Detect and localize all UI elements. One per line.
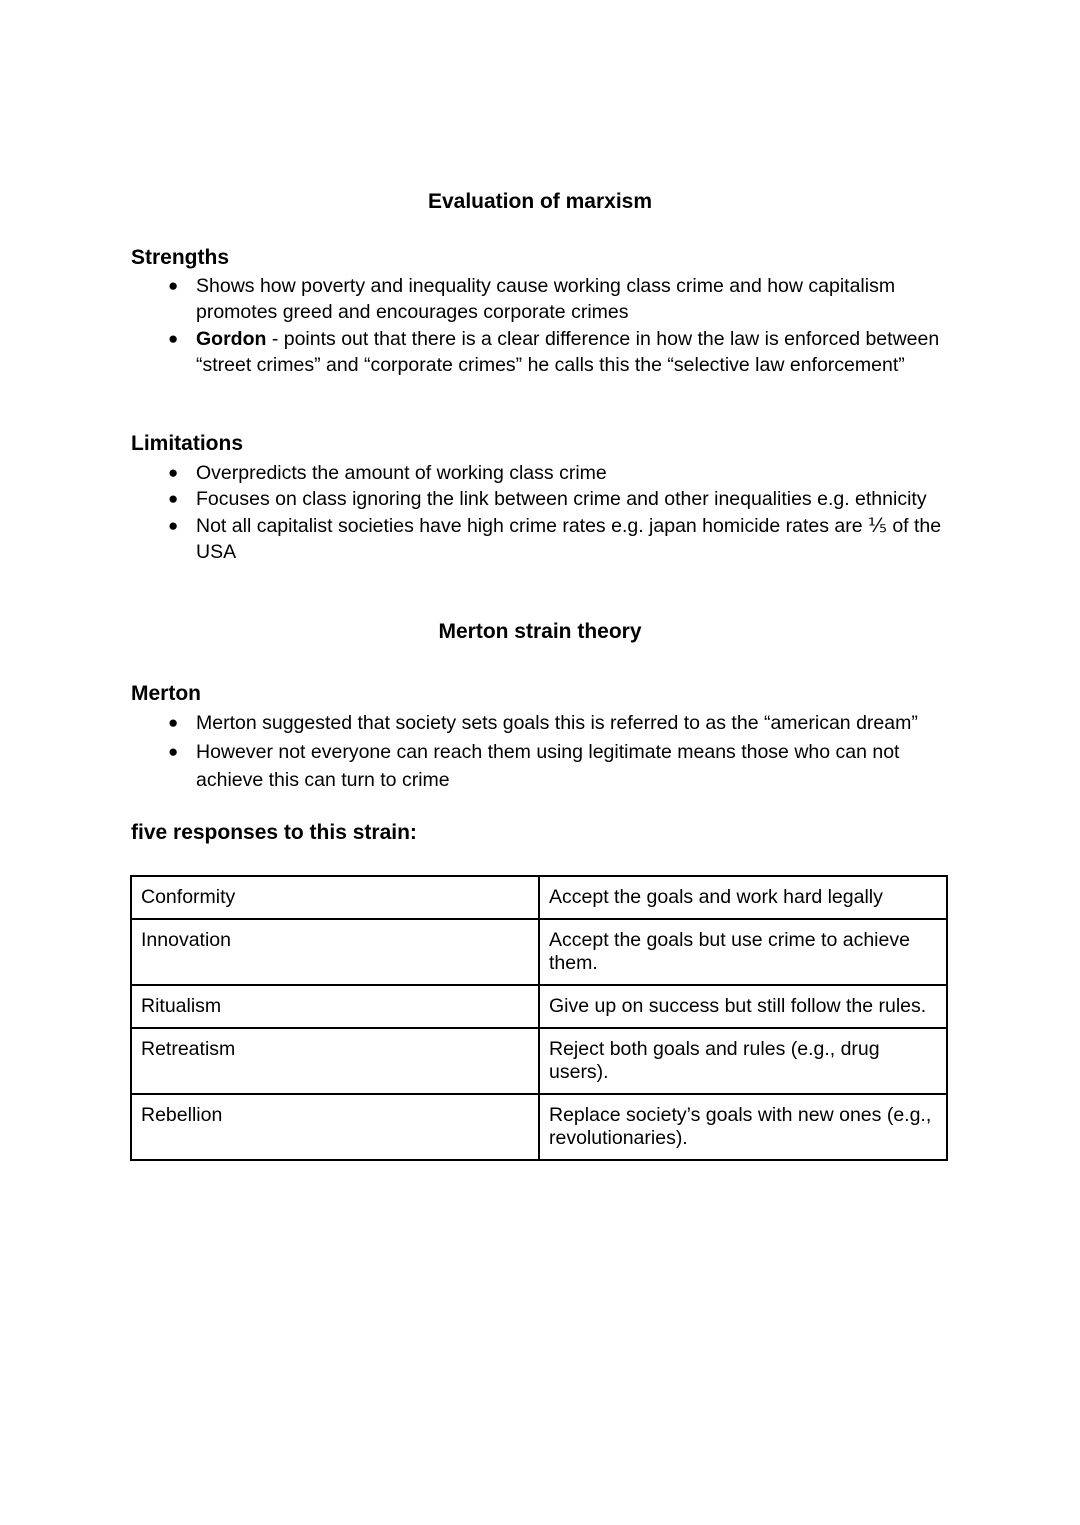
merton-title: Merton strain theory (438, 620, 642, 643)
list-item (131, 486, 961, 512)
list-item (131, 513, 961, 566)
strength-text: Shows how poverty and inequality cause working class crime and how capitalism promotes greed and encourages corporate crimes (196, 275, 896, 324)
limitations-list (131, 460, 961, 565)
response-description-cell: Give up on success but still follow the rules. (539, 985, 947, 1028)
response-type-cell: Innovation (131, 919, 539, 985)
marxism-title: Evaluation of marxism (427, 190, 653, 213)
bullet-icon: ● (168, 328, 179, 348)
list-item (131, 709, 961, 738)
limitation-text: Focuses on class ignoring the link between crime and other inequalities e.g. ethnicity (196, 488, 927, 511)
limitation-text: Not all capitalist societies have high crime rates e.g. japan homicide rates are ⅕ of the USA (196, 514, 942, 563)
merton-heading: Merton (131, 682, 201, 705)
bullet-icon: ● (168, 463, 179, 482)
strengths-list (131, 273, 961, 378)
response-type-cell: Rebellion (131, 1094, 539, 1160)
list-item (131, 273, 961, 326)
list-item (131, 460, 961, 486)
response-type-cell: Retreatism (131, 1028, 539, 1094)
response-type-cell: Conformity (131, 876, 539, 919)
bullet-icon: ● (168, 489, 179, 509)
merton-list (131, 709, 961, 795)
strength-text: - points out that there is a clear difference in how the law is enforced between “street crimes” and “corporate crimes” he calls this the “selective law enforcement” (196, 327, 940, 376)
list-item (131, 326, 961, 379)
strain-responses-table (130, 875, 948, 1161)
merton-text: However not everyone can reach them using legitimate means those who can not achieve this can turn to crime (196, 740, 900, 791)
response-description-cell: Accept the goals but use crime to achieve them. (539, 919, 947, 985)
table-row (131, 985, 947, 1028)
strength-bold-term: Gordon (196, 327, 267, 350)
limitations-heading: Limitations (131, 432, 244, 455)
response-type-cell: Ritualism (131, 985, 539, 1028)
table-row (131, 876, 947, 919)
limitation-text: Overpredicts the amount of working class crime (196, 462, 607, 484)
response-description-cell: Reject both goals and rules (e.g., drug users). (539, 1028, 947, 1094)
bullet-icon: ● (168, 713, 179, 732)
strengths-heading: Strengths (131, 246, 230, 269)
list-item (131, 738, 961, 795)
responses-heading: five responses to this strain: (131, 821, 417, 844)
bullet-icon: ● (168, 515, 179, 535)
response-description-cell: Accept the goals and work hard legally (539, 876, 947, 919)
table-row (131, 1094, 947, 1160)
bullet-icon: ● (168, 276, 179, 295)
bullet-icon: ● (168, 741, 179, 761)
response-description-cell: Replace society’s goals with new ones (e.g., revolutionaries). (539, 1094, 947, 1160)
table-row (131, 1028, 947, 1094)
table-row (131, 919, 947, 985)
merton-text: Merton suggested that society sets goals this is referred to as the “american dream” (196, 712, 918, 734)
